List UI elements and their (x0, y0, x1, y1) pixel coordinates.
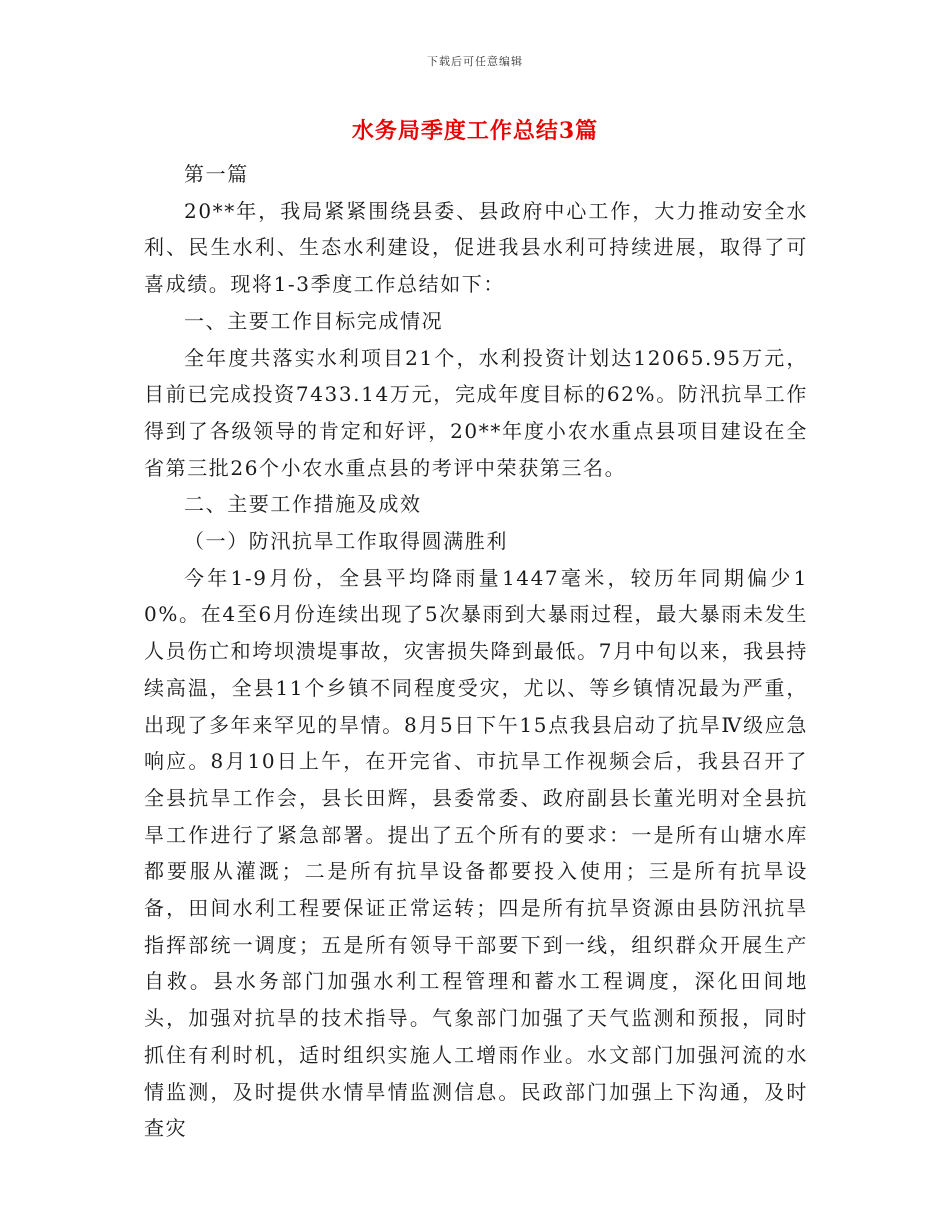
subsection-heading-flood-control: （一）防汛抗旱工作取得圆满胜利 (184, 529, 508, 554)
header-note: 下载后可任意编辑 (427, 55, 523, 68)
section-heading-goals: 一、主要工作目标完成情况 (184, 308, 444, 333)
intro-paragraph: 20**年，我局紧紧围绕县委、县政府中心工作，大力推动安全水利、民生水利、生态水利建设，促进我县水利可持续进展，取得了可喜成绩。现将1-3季度工作总结如下： (144, 198, 808, 297)
document-title: 水务局季度工作总结3篇 (351, 118, 599, 144)
section-heading-measures: 二、主要工作措施及成效 (184, 492, 422, 517)
document-body (144, 156, 808, 1147)
section-heading-part-one: 第一篇 (184, 162, 249, 186)
flood-control-paragraph: 今年1-9月份，全县平均降雨量1447毫米，较历年同期偏少10%。在4至6月份连续出现了5次暴雨到大暴雨过程，最大暴雨未发生人员伤亡和垮坝溃堤事故，灾害损失降到最低。7月中旬以来，我县持续高温，全县11个乡镇不同程度受灾，尤以、等乡镇情况最为严重，出现了多年来罕见的旱情。8月5日下午15点我县启动了抗旱Ⅳ级应急响应。8月10日上午，在开完省、市抗旱工作视频会后，我县召开了全县抗旱工作会，县长田辉，县委常委、政府副县长董光明对全县抗旱工作进行了紧急部署。提出了五个所有的要求：一是所有山塘水库都要服从灌溉；二是所有抗旱设备都要投入使用；三是所有抗旱设备，田间水利工程要保证正常运转；四是所有抗旱资源由县防汛抗旱指挥部统一调度；五是所有领导干部要下到一线，组织群众开展生产自救。县水务部门加强水利工程管理和蓄水工程调度，深化田间地头，加强对抗旱的技术指导。气象部门加强了天气监测和预报，同时抓住有利时机，适时组织实施人工增雨作业。水文部门加强河流的水情监测，及时提供水情旱情监测信息。民政部门加强上下沟通，及时查灾 (144, 565, 809, 1141)
goals-paragraph: 全年度共落实水利项目21个，水利投资计划达12065.95万元，目前已完成投资7433.14万元，完成年度目标的62%。防汛抗旱工作得到了各级领导的肯定和好评，20**年度小农水重点县项目建设在全省第三批26个小农水重点县的考评中荣获第三名。 (144, 345, 808, 480)
